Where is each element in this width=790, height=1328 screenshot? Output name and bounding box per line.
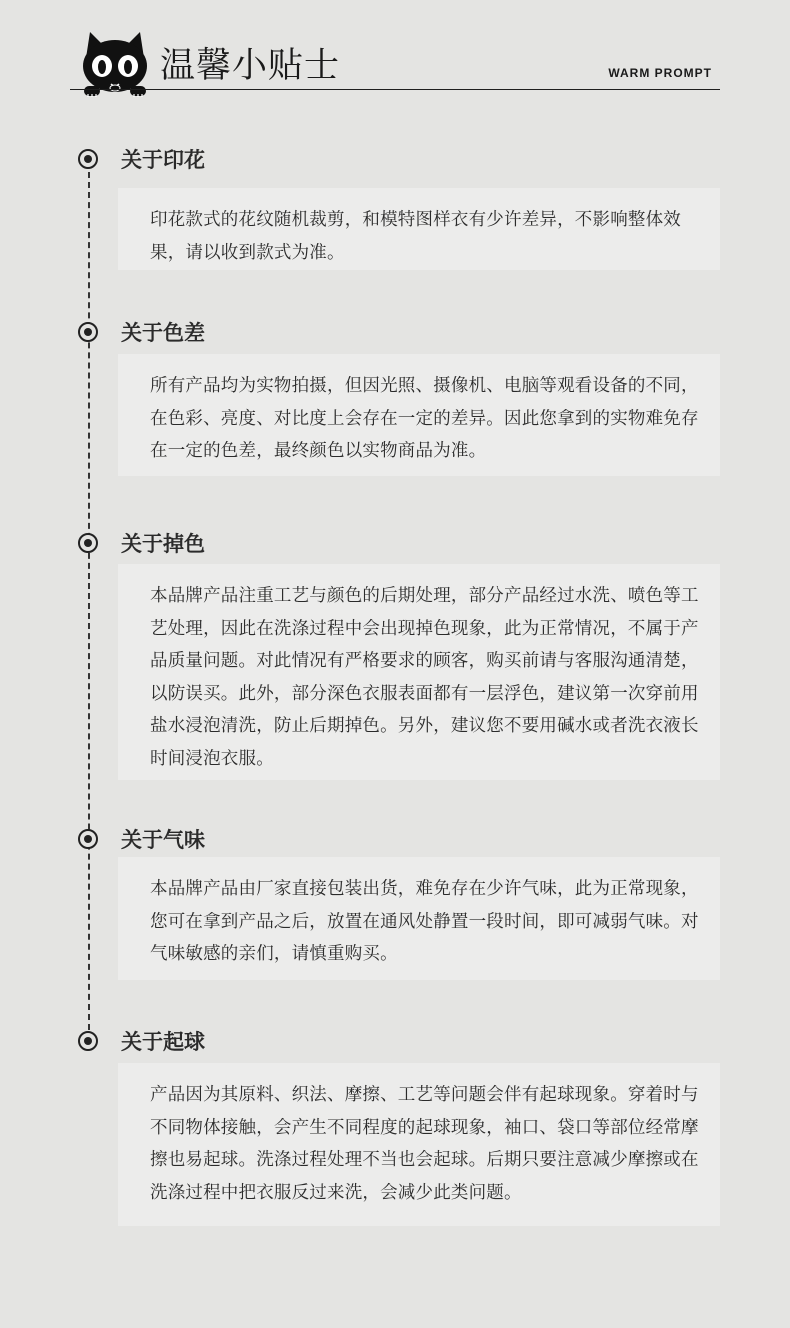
section-body: 本品牌产品注重工艺与颜色的后期处理，部分产品经过水洗、喷色等工艺处理，因此在洗涤过程中会出现掉色现象，此为正常情况，不属于产品质量问题。对此情况有严格要求的顾客，购买前请与客服沟通清楚，以防误买。此外，部分深色衣服表面都有一层浮色，建议第一次穿前用盐水浸泡清洗，防止后期掉色。另外，建议您不要用碱水或者洗衣液长时间浸泡衣服。	[150, 586, 699, 769]
section-title: 关于印花	[121, 148, 205, 172]
section-heading-color-difference	[78, 320, 205, 344]
section-card-pilling	[118, 1063, 720, 1226]
section-body: 所有产品均为实物拍摄，但因光照、摄像机、电脑等观看设备的不同，在色彩、亮度、对比度上会存在一定的差异。因此您拿到的实物难免存在一定的色差，最终颜色以实物商品为准。	[150, 376, 699, 461]
section-title: 关于起球	[121, 1030, 205, 1054]
section-title: 关于气味	[121, 828, 205, 852]
timeline-dot-icon	[78, 829, 98, 849]
section-card-odor	[118, 857, 720, 980]
header-divider	[70, 89, 720, 90]
page-subtitle: WARM PROMPT	[608, 66, 712, 80]
header	[70, 0, 720, 92]
page-title: 温馨小贴士	[160, 46, 341, 86]
section-heading-pilling	[78, 1029, 205, 1053]
section-card-fading	[118, 564, 720, 780]
timeline-dashed-line	[88, 172, 90, 1030]
section-heading-printing	[78, 147, 205, 171]
section-body: 印花款式的花纹随机裁剪，和模特图样衣有少许差异，不影响整体效果，请以收到款式为准。	[150, 210, 681, 263]
timeline-dot-icon	[78, 149, 98, 169]
section-body: 产品因为其原料、织法、摩擦、工艺等问题会伴有起球现象。穿着时与不同物体接触，会产生不同程度的起球现象，袖口、袋口等部位经常摩擦也易起球。洗涤过程处理不当也会起球。后期只要注意减少摩擦或在洗涤过程中把衣服反过来洗，会减少此类问题。	[150, 1085, 699, 1203]
timeline-dot-icon	[78, 533, 98, 553]
timeline-dot-icon	[78, 1031, 98, 1051]
section-body: 本品牌产品由厂家直接包装出货，难免存在少许气味，此为正常现象，您可在拿到产品之后，放置在通风处静置一段时间，即可减弱气味。对气味敏感的亲们，请慎重购买。	[150, 879, 699, 964]
section-title: 关于色差	[121, 321, 205, 345]
section-title: 关于掉色	[121, 532, 205, 556]
section-card-color-difference	[118, 354, 720, 476]
timeline-dot-icon	[78, 322, 98, 342]
cat-mascot-icon	[76, 28, 154, 102]
section-heading-odor	[78, 827, 205, 851]
section-heading-fading	[78, 531, 205, 555]
section-card-printing	[118, 188, 720, 270]
